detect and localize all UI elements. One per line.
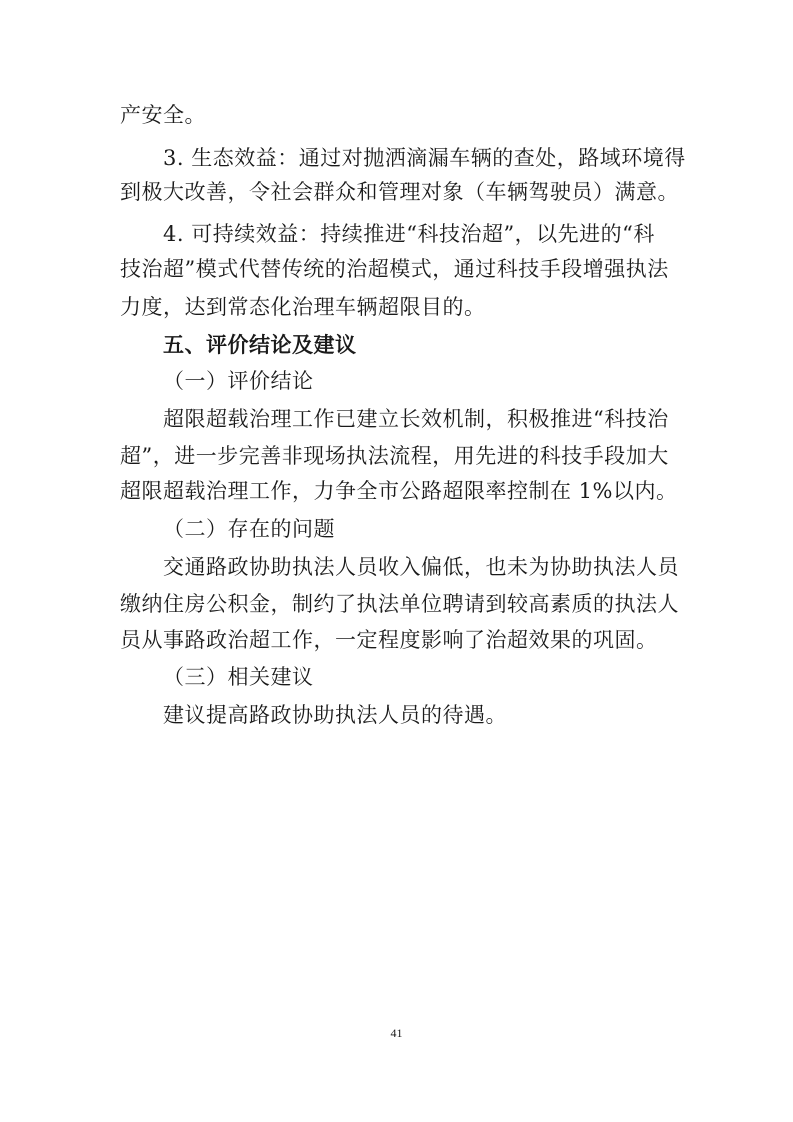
text-line: 员从事路政治超工作，一定程度影响了治超效果的巩固。 bbox=[120, 628, 658, 652]
text-line: 4. 可持续效益：持续推进“科技治超”，以先进的“科 bbox=[163, 222, 655, 246]
section-heading: 五、评价结论及建议 bbox=[163, 333, 357, 357]
subsection-heading: （三）相关建议 bbox=[163, 665, 314, 689]
text-line: 缴纳住房公积金，制约了执法单位聘请到较高素质的执法人 bbox=[120, 592, 679, 616]
page-number: 41 bbox=[390, 1026, 403, 1040]
subsection-heading: （一）评价结论 bbox=[163, 369, 314, 393]
subsection-heading: （二）存在的问题 bbox=[163, 517, 335, 541]
text-line: 超限超载治理工作已建立长效机制，积极推进“科技治 bbox=[163, 407, 669, 431]
text-line: 力度，达到常态化治理车辆超限目的。 bbox=[120, 295, 486, 319]
text-line: 超限超载治理工作，力争全市公路超限率控制在 1%以内。 bbox=[120, 479, 678, 503]
text-line: 超”，进一步完善非现场执法流程，用先进的科技手段加大 bbox=[120, 444, 669, 468]
text-line: 到极大改善，令社会群众和管理对象（车辆驾驶员）满意。 bbox=[120, 180, 679, 204]
text-line: 技治超”模式代替传统的治超模式，通过科技手段增强执法 bbox=[120, 257, 669, 281]
text-line: 产安全。 bbox=[120, 103, 206, 127]
text-line: 建议提高路政协助执法人员的待遇。 bbox=[163, 703, 507, 727]
text-line: 3. 生态效益：通过对抛洒滴漏车辆的查处，路域环境得 bbox=[163, 146, 686, 170]
text-line: 交通路政协助执法人员收入偏低，也未为协助执法人员 bbox=[163, 555, 679, 579]
